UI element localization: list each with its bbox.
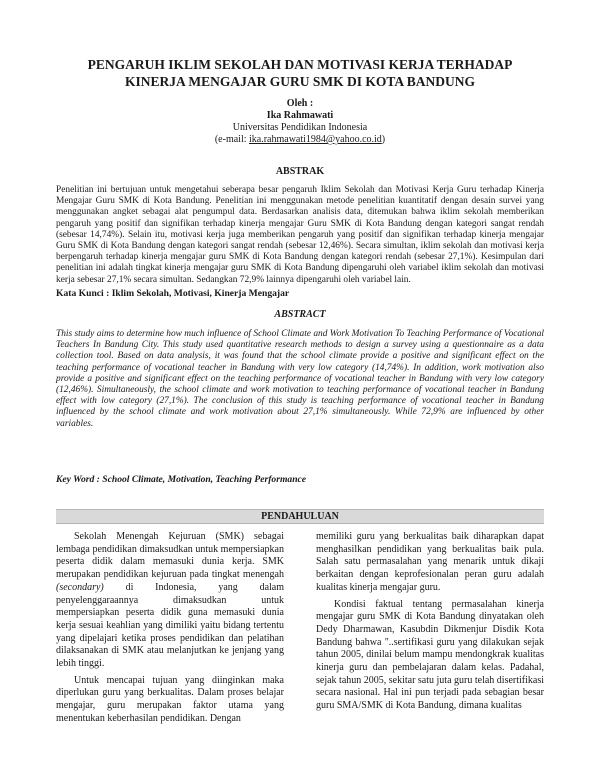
email-suffix: ) bbox=[381, 134, 386, 145]
paper-title bbox=[40, 56, 560, 90]
author-email-line bbox=[100, 134, 500, 146]
paragraph-text: di Indonesia, yang dalam penyelenggaraannya dimaksudkan untuk mempersiapkan peserta didik guna memasuki dunia kerja sesuai keahlian yang dimiliki yaitu bidang tertentu yang dipelajari ketika proses pendidikan dan pelatihan dilaksanakan di SMK atau melanjutkan ke jenjang yang lebih tinggi. bbox=[56, 581, 284, 670]
author-block bbox=[100, 98, 500, 146]
italic-term: (secondary) bbox=[56, 581, 104, 593]
author-affiliation: Universitas Pendidikan Indonesia bbox=[232, 122, 368, 133]
abstrak-text: Penelitian ini bertujuan untuk mengetahui seberapa besar pengaruh Iklim Sekolah dan Motivasi Kerja Guru terhadap Kinerja Mengajar Guru SMK di Kota Bandung. Penelitian ini menggunakan metode penelitian kuantitatif dengan desain survei yang menggunakan angket sebagai alat pengumpul data. Berdasarkan analisis data, ditemukan bahwa iklim sekolah memberikan pengaruh yang positif dan signifikan terhadap kinerja mengajar Guru SMK di Kota Bandung dengan kategori sangat rendah (sebesar 14,74%). Selain itu, motivasi kerja juga memberikan pengaruh yang positif dan signifikan terhadap kinerja mengajar Guru SMK di Kota Bandung dengan kategori sangat rendah (sebesar 12,46%). Secara simultan, iklim sekolah dan motivasi kerja berpengaruh terhadap kinerja mengajar guru SMK di Kota Bandung dengan kategori rendah (sebesar 27,1%). Kesimpulan dari penelitian ini adalah tingkat kinerja mengajar guru SMK di Kota Bandung dipengaruhi oleh variabel iklim sekolah dan motivasi kerja sebesar 27,1% secara simultan. Sedangkan 72,9% lainnya dipengaruhi oleh variabel lain. bbox=[56, 185, 544, 285]
email-prefix: (e-mail: bbox=[214, 134, 249, 145]
left-column bbox=[56, 531, 284, 726]
paragraph: memiliki guru yang berkualitas baik diharapkan dapat menghasilkan pendidikan yang berkualitas baik pula. Salah satu permasalahan yang menarik untuk dikaji berkaitan dengan keprofesionalan peran guru adalah kualitas kinerja mengajar guru. bbox=[316, 531, 544, 593]
paragraph-text: Sekolah Menengah Kejuruan (SMK) sebagai lembaga pendidikan dimaksudkan untuk mempersiapkan peserta didik dalam memasuki dunia kerja. SMK merupakan pendidikan kejuruan pada tingkat menengah bbox=[56, 531, 284, 581]
abstrak-keywords: Kata Kunci : Iklim Sekolah, Motivasi, Kinerja Mengajar bbox=[56, 288, 290, 299]
title-line-1: PENGARUH IKLIM SEKOLAH DAN MOTIVASI KERJA TERHADAP bbox=[87, 57, 513, 72]
right-column bbox=[316, 531, 544, 713]
section-heading-pendahuluan: PENDAHULUAN bbox=[56, 509, 544, 524]
title-line-2: KINERJA MENGAJAR GURU SMK DI KOTA BANDUNG bbox=[124, 74, 476, 89]
author-name: Ika Rahmawati bbox=[266, 110, 334, 121]
author-oleh: Oleh : bbox=[286, 98, 314, 109]
abstrak-heading: ABSTRAK bbox=[275, 166, 325, 177]
author-email-link[interactable]: ika.rahmawati1984@yahoo.co.id bbox=[249, 134, 382, 145]
abstract-keywords: Key Word : School Climate, Motivation, Teaching Performance bbox=[56, 474, 307, 485]
paragraph: Kondisi faktual tentang permasalahan kinerja mengajar guru SMK di Kota Bandung dinyatakan oleh Dedy Dharmawan, Kasubdin Dikmenjur Disdik Kota Bandung bahwa "..sertifikasi guru yang dilakukan sejak tahun 2005, dinilai belum mampu mendongkrak kualitas kinerja guru dan pembelajaran dalam kelas. Padahal, sejak tahun 2005, sekitar satu juta guru telah disertifikasi secara nasional. Hal ini pun terjadi pada sebagian besar guru SMA/SMK di Kota Bandung, dimana kualitas bbox=[316, 598, 544, 712]
abstract-text: This study aims to determine how much influence of School Climate and Work Motivation To Teaching Performance of Vocational Teachers In Bandung City. This study used quantitative research methods to design a survey using a questionnaire as a data collection tool. Based on data analysis, it was found that the school climate provide a positive and significant effect on the teaching performance of vocational teacher in Bandung with very low category (14,74%). In addition, work motivation also provide a positive and significant effect on the teaching performance of vocational teacher in Bandung with very low category (12,46%). Simultaneously, the school climate and work motivation to teaching performance of vocational teacher in Bandung effect with low category (27,1%). The conclusion of this study is teaching performance of vocational teacher in Bandung influenced by the school climate and work motivation about 27,1% simultaneously. While 72,9% are influenced by other variables. bbox=[56, 329, 544, 429]
paragraph bbox=[56, 531, 284, 671]
abstract-heading: ABSTRACT bbox=[274, 309, 326, 320]
paragraph: Untuk mencapai tujuan yang diinginkan maka diperlukan guru yang berkualitas. Dalam proses belajar mengajar, guru merupakan faktor utama yang menentukan keberhasilan pendidikan. Dengan bbox=[56, 674, 284, 724]
